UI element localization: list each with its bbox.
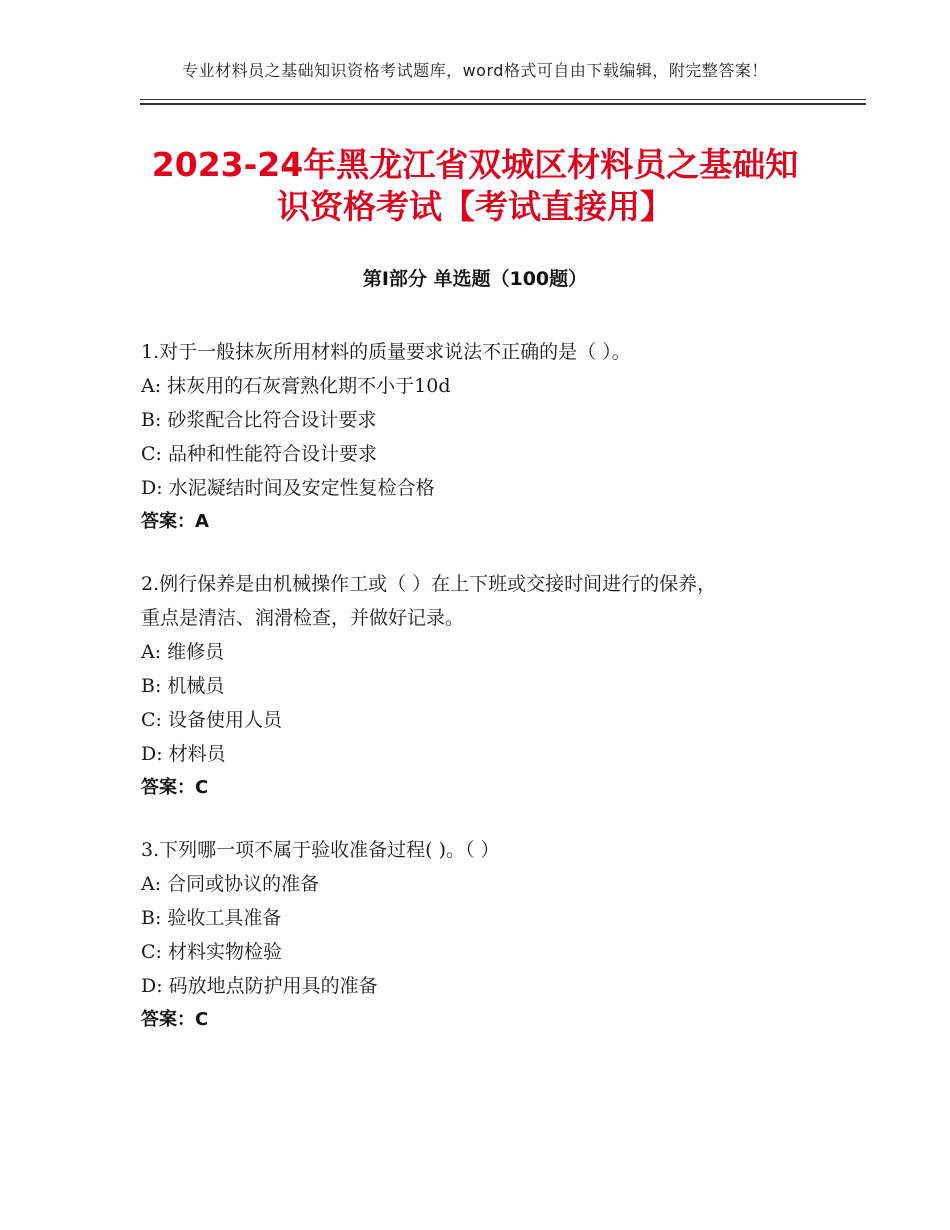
option-c: C: 设备使用人员 (141, 709, 282, 731)
option-d: D: 水泥凝结时间及安定性复检合格 (141, 477, 435, 499)
option-a: A: 维修员 (141, 641, 225, 663)
option-b: B: 机械员 (141, 675, 225, 697)
document-title (140, 144, 810, 228)
question-3 (141, 833, 821, 1037)
question-stem: 1.对于一般抹灰所用材料的质量要求说法不正确的是（ ）。 (141, 341, 631, 363)
option-b: B: 验收工具准备 (141, 907, 282, 929)
section-heading: 第Ⅰ部分 单选题（100题） (362, 268, 588, 290)
document-title-line-1: 2023-24年黑龙江省双城区材料员之基础知 (151, 145, 799, 184)
answer-label: 答案：C (141, 1009, 209, 1030)
answer-label: 答案：A (141, 511, 209, 532)
document-title-line-2: 识资格考试【考试直接用】 (277, 187, 673, 226)
option-d: D: 码放地点防护用具的准备 (141, 975, 378, 997)
question-list (141, 335, 821, 1065)
option-c: C: 材料实物检验 (141, 941, 282, 963)
option-b: B: 砂浆配合比符合设计要求 (141, 409, 377, 431)
question-stem-line-2: 重点是清洁、润滑检查，并做好记录。 (141, 607, 465, 629)
answer-label: 答案：C (141, 777, 209, 798)
option-c: C: 品种和性能符合设计要求 (141, 443, 377, 465)
header-divider-thick (140, 103, 866, 105)
question-stem: 3.下列哪一项不属于验收准备过程( )。（ ） (141, 839, 500, 861)
option-a: A: 合同或协议的准备 (141, 873, 320, 895)
option-d: D: 材料员 (141, 743, 226, 765)
header-divider-thin (140, 99, 866, 100)
question-2 (141, 567, 821, 805)
option-a: A: 抹灰用的石灰膏熟化期不小于10d (141, 375, 451, 397)
header-note: 专业材料员之基础知识资格考试题库，word格式可自由下载编辑，附完整答案！ (182, 61, 768, 80)
question-1 (141, 335, 821, 539)
question-stem-line-1: 2.例行保养是由机械操作工或（ ）在上下班或交接时间进行的保养， (141, 573, 717, 595)
